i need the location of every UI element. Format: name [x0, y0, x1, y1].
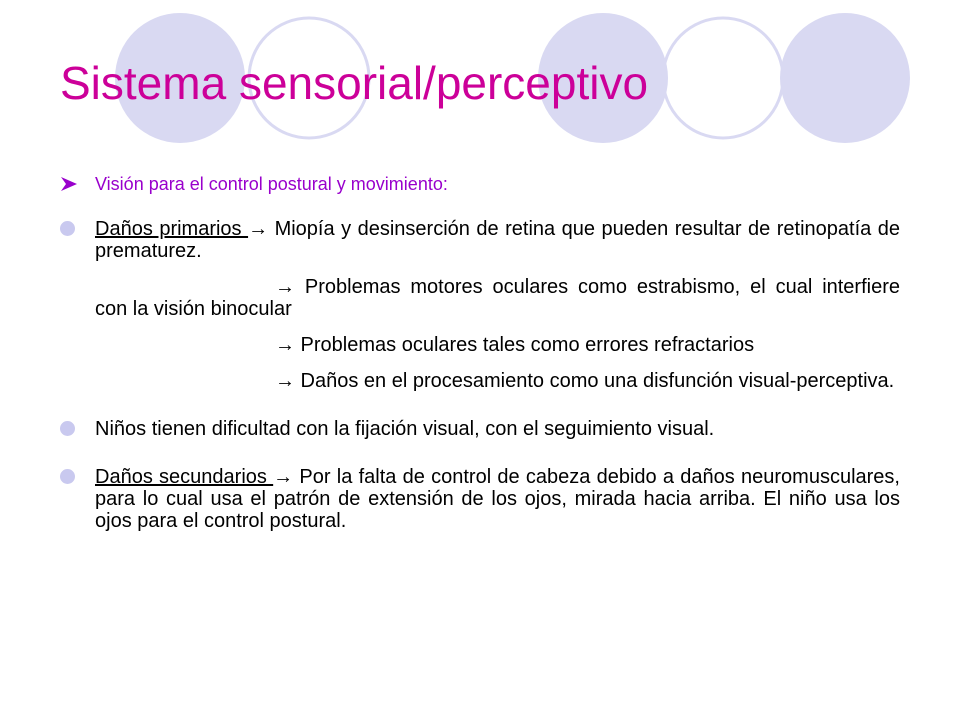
indent-spacer — [95, 276, 275, 298]
bullet-dot-icon — [60, 421, 75, 436]
continuation-line-1 — [95, 276, 900, 320]
item-text: Miopía y desinserción de retina que pueden resultar de retinopatía de prematurez. — [95, 218, 900, 262]
item-text: Niños tienen dificultad con la fijación visual, con el seguimiento visual. — [95, 418, 715, 440]
bullet-item-secondary-damage — [60, 466, 900, 532]
arrow-icon: → — [275, 370, 295, 392]
continuation-text: Daños en el procesamiento como una disfunción visual-perceptiva. — [295, 370, 895, 392]
bullet-dot-icon — [60, 469, 75, 484]
bullet-dot-icon — [60, 221, 75, 236]
arrow-icon: → — [275, 334, 295, 356]
subheading-text: Visión para el control postural y movimiento: — [95, 174, 448, 194]
item-paragraph — [95, 466, 900, 532]
continuation-text: Problemas motores oculares como estrabismo, el cual interfiere con la visión binocular — [95, 276, 900, 320]
indent-spacer — [95, 370, 275, 392]
item-paragraph — [95, 218, 900, 262]
continuation-text: Problemas oculares tales como errores refractarios — [295, 334, 755, 356]
item-heading: Daños primarios — [95, 218, 249, 240]
bullet-item-primary-damage — [60, 218, 900, 392]
item-heading: Daños secundarios — [95, 466, 274, 488]
subheading-item — [60, 172, 900, 196]
item-paragraph — [95, 418, 900, 440]
circle-filled-3 — [780, 13, 910, 143]
continuation-line-2 — [95, 334, 900, 356]
arrow-icon: → — [275, 276, 295, 298]
arrowhead-bullet-icon — [60, 176, 78, 192]
arrow-icon: → — [248, 218, 269, 240]
indent-spacer — [95, 334, 275, 356]
bullet-item-fixation — [60, 418, 900, 440]
slide-title: Sistema sensorial/perceptivo — [60, 57, 649, 109]
slide-body — [60, 172, 900, 532]
continuation-line-3 — [95, 370, 900, 392]
circle-outline-2 — [663, 18, 783, 138]
item-text: Por la falta de control de cabeza debido a daños neuromusculares, para lo cual usa el patrón de extensión de los ojos, mirada hacia arriba. El niño usa los ojos para el control postural. — [95, 466, 900, 532]
arrow-icon: → — [273, 466, 294, 488]
